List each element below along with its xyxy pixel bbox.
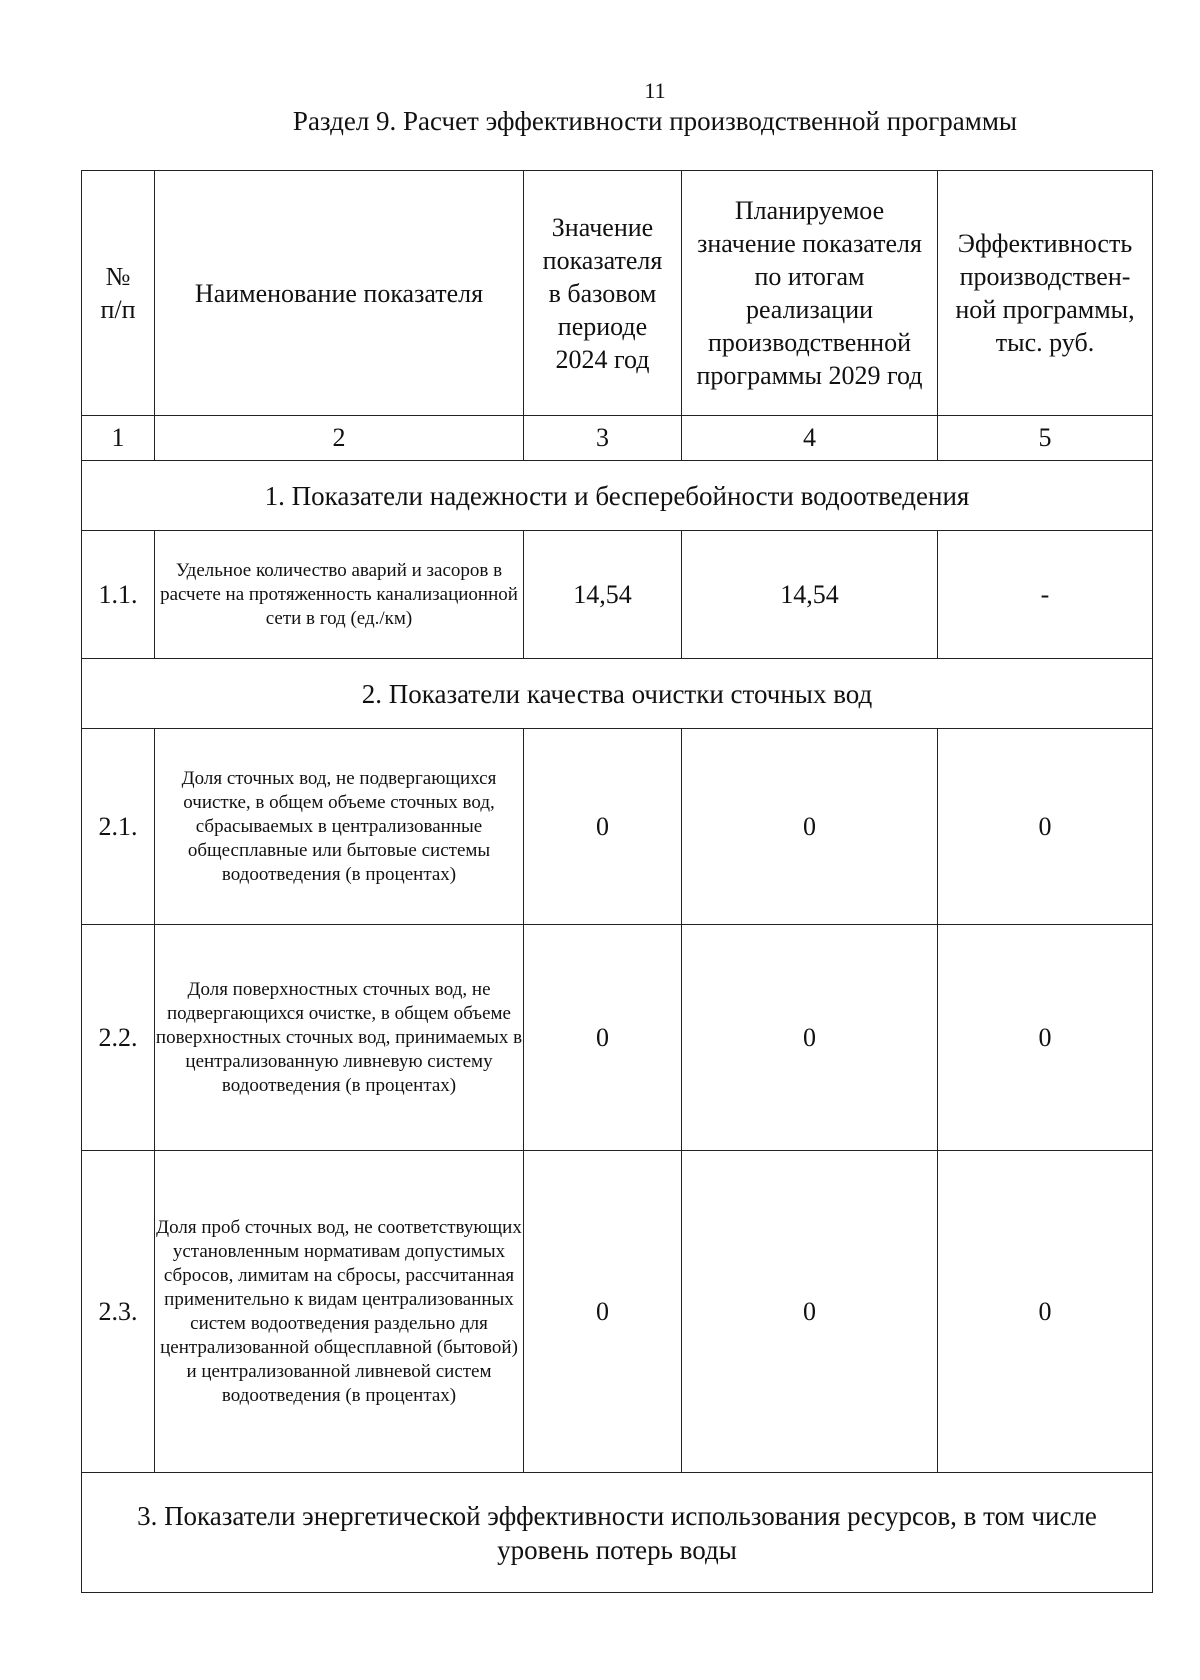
row-base-value: 0 — [524, 925, 682, 1151]
row-indicator-name: Удельное количество аварий и засоров в расчете на протяженность канализационной сети в год (ед./км) — [155, 531, 524, 659]
header-number: № п/п — [82, 171, 155, 416]
efficiency-table — [81, 170, 1153, 1593]
row-efficiency: - — [938, 531, 1153, 659]
row-index: 2.1. — [82, 729, 155, 925]
row-efficiency: 0 — [938, 925, 1153, 1151]
header-indicator-name: Наименование показателя — [155, 171, 524, 416]
section-title: 2. Показатели качества очистки сточных вод — [82, 659, 1153, 729]
row-planned-value: 0 — [682, 925, 938, 1151]
table-row — [82, 531, 1153, 659]
row-base-value: 0 — [524, 1151, 682, 1473]
section-title: 1. Показатели надежности и бесперебойности водоотведения — [82, 461, 1153, 531]
row-planned-value: 0 — [682, 729, 938, 925]
row-base-value: 14,54 — [524, 531, 682, 659]
row-planned-value: 0 — [682, 1151, 938, 1473]
column-number: 4 — [682, 416, 938, 461]
row-index: 2.3. — [82, 1151, 155, 1473]
table-row — [82, 1151, 1153, 1473]
page-number: 11 — [644, 78, 666, 103]
row-index: 1.1. — [82, 531, 155, 659]
row-indicator-name: Доля сточных вод, не подвергающихся очистке, в общем объеме сточных вод, сбрасываемых в централизованные общесплавные или бытовые системы водоотведения (в процентах) — [155, 729, 524, 925]
header-planned-value: Планируемое значение показателя по итогам реализации производственной программы 2029 год — [682, 171, 938, 416]
header-base-value: Значение показателя в базовом периоде 2024 год — [524, 171, 682, 416]
row-index: 2.2. — [82, 925, 155, 1151]
column-number: 2 — [155, 416, 524, 461]
section-row — [82, 659, 1153, 729]
column-number: 1 — [82, 416, 155, 461]
row-planned-value: 14,54 — [682, 531, 938, 659]
row-indicator-name: Доля поверхностных сточных вод, не подвергающихся очистке, в общем объеме поверхностных сточных вод, принимаемых в централизованную ливневую систему водоотведения (в процентах) — [155, 925, 524, 1151]
section-row — [82, 1473, 1153, 1593]
page-title: Раздел 9. Расчет эффективности производственной программы — [292, 106, 1018, 136]
table-row — [82, 729, 1153, 925]
row-efficiency: 0 — [938, 1151, 1153, 1473]
row-base-value: 0 — [524, 729, 682, 925]
row-efficiency: 0 — [938, 729, 1153, 925]
column-numbers-row — [82, 416, 1153, 461]
column-number: 3 — [524, 416, 682, 461]
table-row — [82, 925, 1153, 1151]
section-row — [82, 461, 1153, 531]
header-efficiency: Эффективность производствен-ной программы, тыс. руб. — [938, 171, 1153, 416]
column-number: 5 — [938, 416, 1153, 461]
row-indicator-name: Доля проб сточных вод, не соответствующих установленным нормативам допустимых сбросов, лимитам на сбросы, рассчитанная применительно к видам централизованных систем водоотведения раздельно для централизованной общесплавной (бытовой) и централизованной ливневой систем водоотведения (в процентах) — [155, 1151, 524, 1473]
table-header-row — [82, 171, 1153, 416]
section-title: 3. Показатели энергетической эффективности использования ресурсов, в том числе уровень потерь воды — [82, 1473, 1153, 1593]
